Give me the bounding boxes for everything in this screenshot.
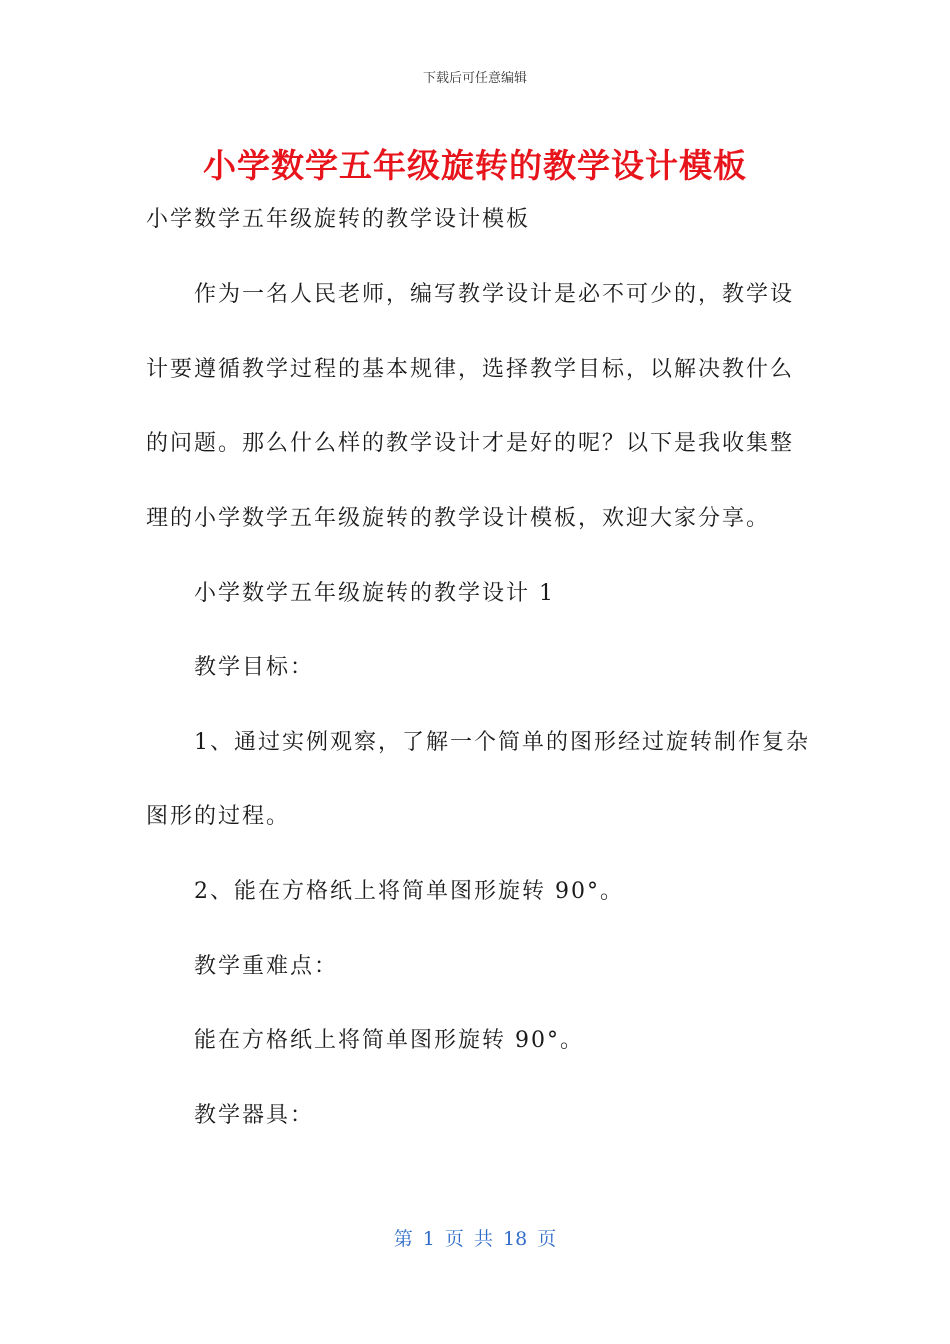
objectives-heading: 教学目标：: [194, 655, 315, 680]
objective-1-line-2: 图形的过程。: [146, 804, 291, 829]
page-header-note: 下载后可任意编辑: [422, 71, 527, 86]
key-points-text: 能在方格纸上将简单图形旋转 90°。: [194, 1028, 584, 1053]
objective-1-line-1: 1、通过实例观察，了解一个简单的图形经过旋转制作复杂: [194, 730, 810, 755]
intro-paragraph-line-3: 的问题。那么什么样的教学设计才是好的呢？以下是我收集整: [146, 431, 795, 456]
page-number-indicator: 第 1 页 共 18 页: [393, 1228, 557, 1250]
objective-2: 2、能在方格纸上将简单图形旋转 90°。: [194, 879, 624, 904]
document-title: 小学数学五年级旋转的教学设计模板: [203, 146, 747, 185]
intro-paragraph-line-2: 计要遵循教学过程的基本规律，选择教学目标，以解决教什么: [146, 357, 795, 382]
intro-paragraph-line-4: 理的小学数学五年级旋转的教学设计模板，欢迎大家分享。: [146, 506, 771, 531]
tools-heading: 教学器具：: [194, 1103, 315, 1128]
key-points-heading: 教学重难点：: [194, 954, 339, 979]
intro-paragraph-line-1: 作为一名人民老师，编写教学设计是必不可少的，教学设: [194, 282, 795, 307]
document-subtitle: 小学数学五年级旋转的教学设计模板: [146, 207, 531, 232]
section-heading: 小学数学五年级旋转的教学设计 1: [194, 581, 555, 606]
